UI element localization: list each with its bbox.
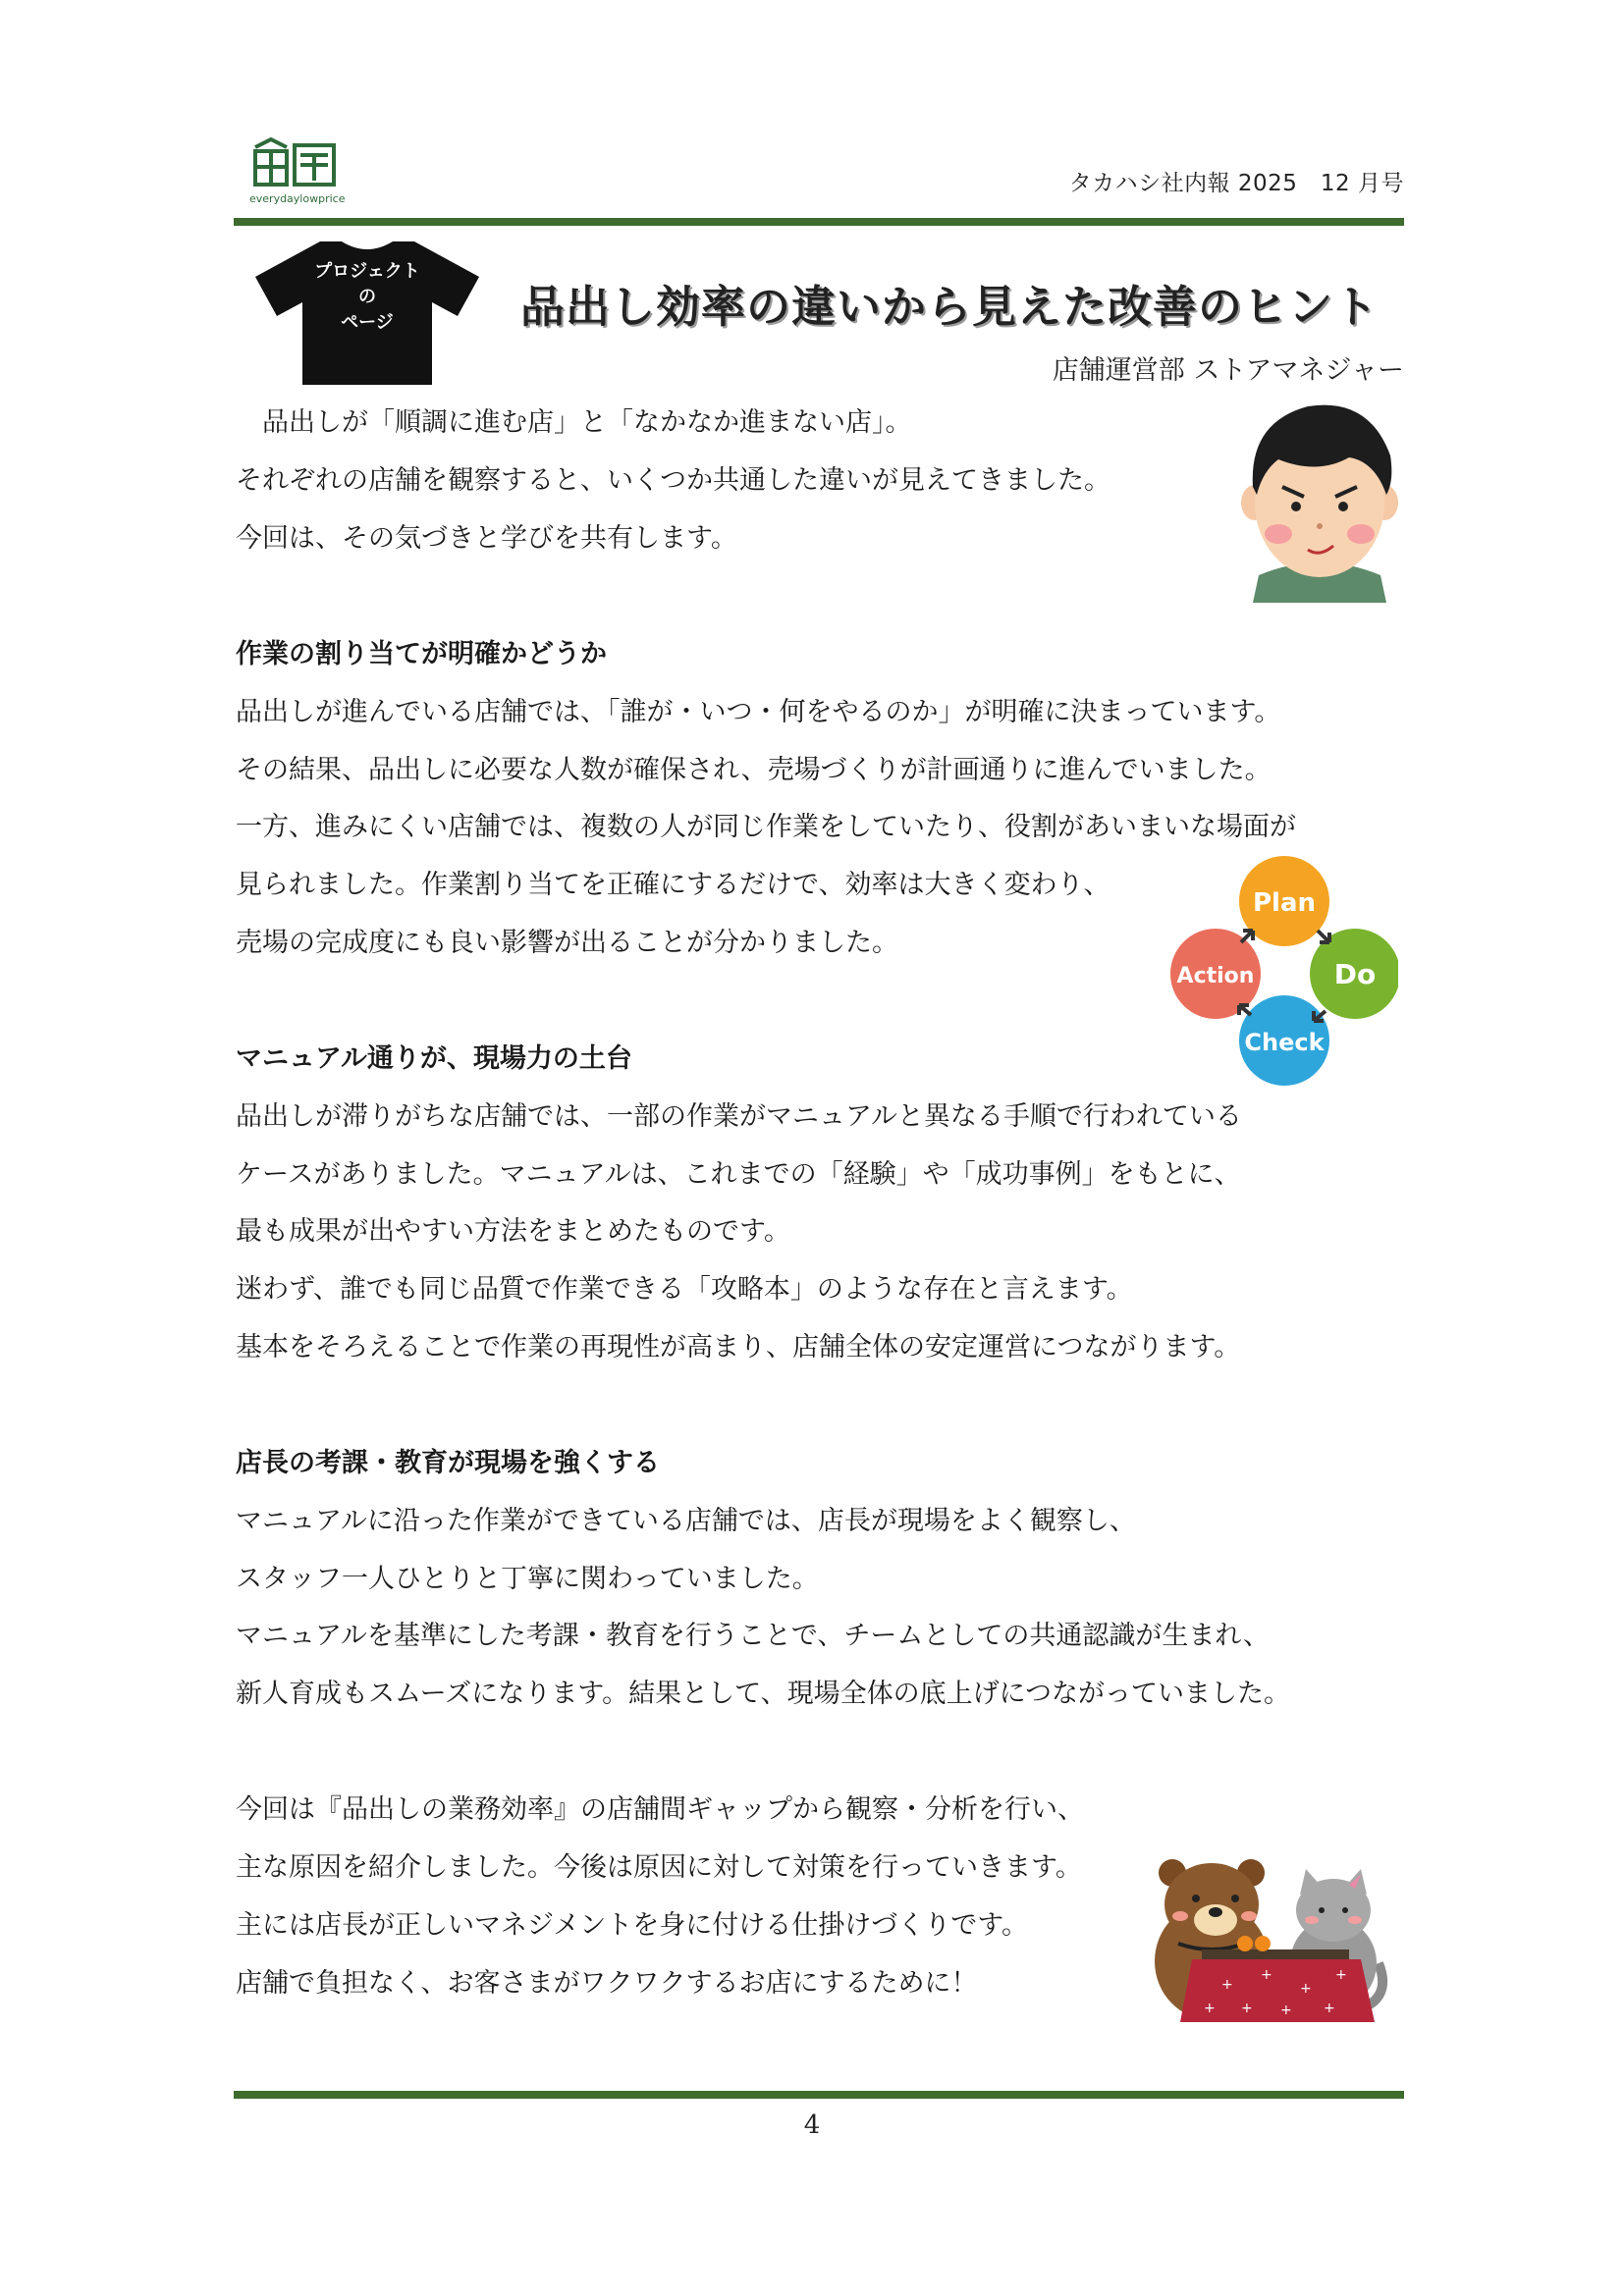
closing-line: 今回は『品出しの業務効率』の店舗間ギャップから観察・分析を行い、 <box>236 1794 1084 1825</box>
svg-text:+: + <box>1300 1981 1312 1997</box>
body-line: 一方、進みにくい店舗では、複数の人が同じ作業をしていたり、役割があいまいな場面が <box>236 812 1296 842</box>
badge-line1: プロジェクト <box>314 261 420 282</box>
pdca-plan-label: Plan <box>1252 888 1317 918</box>
kotatsu-top-icon <box>1202 1949 1349 1959</box>
body-line: 品出しが滞りがちな店舗では、一部の作業がマニュアルと異なる手順で行われている <box>236 1101 1242 1132</box>
body-line: 基本をそろえることで作業の再現性が高まり、店舗全体の安定運営につながります。 <box>236 1332 1241 1362</box>
body-line: 新人育成もスムーズになります。結果として、現場全体の底上げにつながっていました。 <box>236 1679 1291 1709</box>
bear-cat-kotatsu-illustration <box>1143 1845 1400 2030</box>
svg-text:+: + <box>1335 1967 1347 1983</box>
section-heading: 店長の考課・教育が現場を強くする <box>236 1448 660 1478</box>
pdca-action-label: Action <box>1176 964 1255 988</box>
orange-icon <box>1255 1936 1271 1951</box>
section-heading: 作業の割り当てが明確かどうか <box>236 639 607 669</box>
body-line: その結果、品出しに必要な人数が確保され、売場づくりが計画通りに進んでいました。 <box>236 755 1272 785</box>
body-line: ケースがありました。マニュアルは、これまでの「経験」や「成功事例」をもとに、 <box>236 1159 1241 1190</box>
logo-tagline: everydaylowprice <box>249 192 346 205</box>
project-page-badge <box>251 238 483 387</box>
body-line: マニュアルに沿った作業ができている店舗では、店長が現場をよく観察し、 <box>236 1506 1136 1536</box>
intro-line: それぞれの店舗を観察すると、いくつか共通した違いが見えてきました。 <box>236 465 1110 496</box>
intro-line: 品出しが「順調に進む店」と「なかなか進まない店」。 <box>236 407 912 438</box>
svg-text:+: + <box>1261 1967 1272 1983</box>
issue-label: タカハシ社内報 2025 12 月号 <box>1068 171 1404 196</box>
closing-line: 主には店長が正しいマネジメントを身に付ける仕掛けづくりです。 <box>236 1910 1029 1941</box>
body-line: 売場の完成度にも良い影響が出ることが分かりました。 <box>236 928 898 958</box>
closing-line: 店舗で負担なく、お客さまがワクワクするお店にするために！ <box>236 1968 978 1999</box>
svg-text:+: + <box>1241 2001 1253 2016</box>
article-title: 品出し効率の違いから見えた改善のヒント <box>520 281 1380 333</box>
boy-face-icon <box>1239 393 1400 603</box>
badge-line3: ページ <box>341 312 394 333</box>
logo-mark-icon <box>249 137 344 188</box>
svg-text:+: + <box>1204 2001 1216 2016</box>
header-rule <box>234 218 1404 226</box>
footer-rule <box>234 2091 1404 2099</box>
svg-text:+: + <box>1280 2002 1292 2018</box>
body-line: 迷わず、誰でも同じ品質で作業できる「攻略本」のような存在と言えます。 <box>236 1274 1133 1305</box>
bear-cat-icon <box>1143 1845 1400 2030</box>
body-line: マニュアルを基準にした考課・教育を行うことで、チームとしての共通認識が生まれ、 <box>236 1621 1270 1651</box>
author-byline: 店舗運営部 ストアマネジャー <box>1052 355 1404 386</box>
body-line: 品出しが進んでいる店舗では、「誰が・いつ・何をやるのか」が明確に決まっています。 <box>236 697 1281 727</box>
svg-text:+: + <box>1221 1977 1233 1993</box>
closing-line: 主な原因を紹介しました。今後は原因に対して対策を行っていきます。 <box>236 1852 1082 1883</box>
intro-line: 今回は、その気づきと学びを共有します。 <box>236 523 737 554</box>
section-heading: マニュアル通りが、現場力の土台 <box>236 1043 632 1074</box>
badge-line2: の <box>358 287 376 307</box>
boy-illustration <box>1239 393 1400 603</box>
orange-icon <box>1237 1936 1253 1951</box>
body-line: 見られました。作業割り当てを正確にするだけで、効率は大きく変わり、 <box>236 870 1110 900</box>
body-line: 最も成果が出やすい方法をまとめたものです。 <box>236 1216 790 1247</box>
pdca-check-label: Check <box>1244 1029 1325 1056</box>
pdca-cycle-diagram <box>1170 852 1398 1088</box>
company-logo <box>249 137 344 206</box>
page-number: 4 <box>803 2110 821 2140</box>
tshirt-icon <box>251 238 483 387</box>
pdca-do-label: Do <box>1333 958 1377 990</box>
body-line: スタッフ一人ひとりと丁寧に関わっていました。 <box>236 1564 819 1594</box>
svg-text:+: + <box>1324 2001 1335 2016</box>
